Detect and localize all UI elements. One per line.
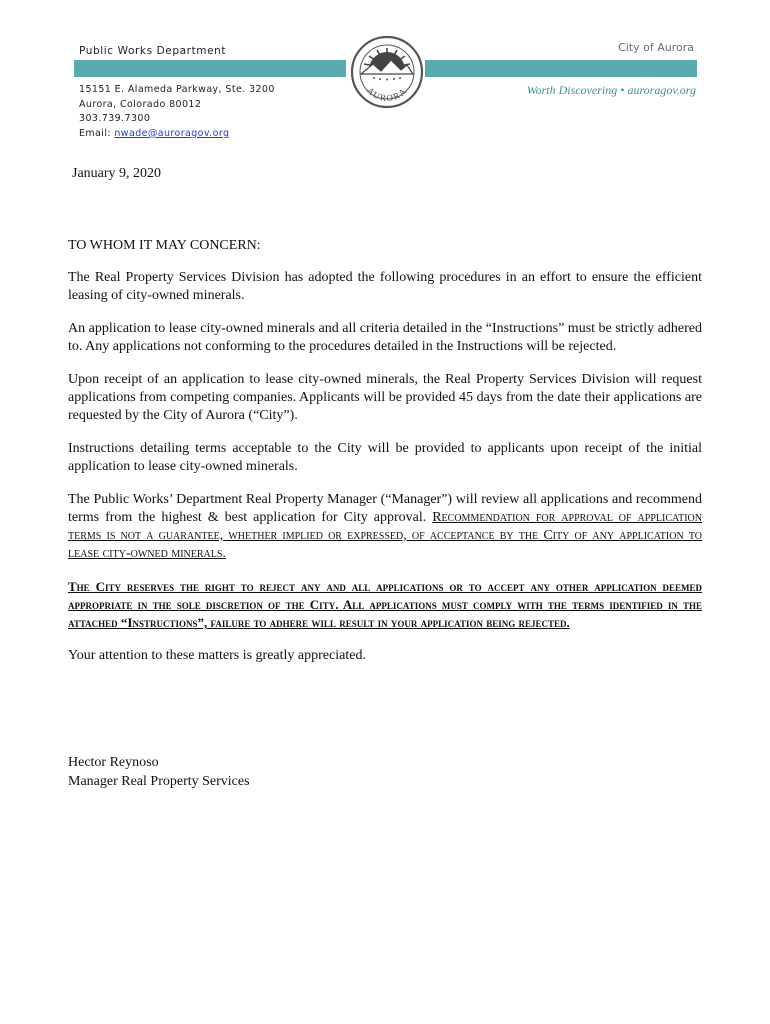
aurora-seal-logo bbox=[349, 34, 425, 110]
paragraph-2: An application to lease city-owned minerals and all criteria detailed in the “Instructions” must be strictly adhered to. Any applications not conforming to the procedures detailed in the Instructions will be rejected. bbox=[68, 321, 702, 354]
letterhead-bar-left bbox=[74, 60, 346, 77]
salutation: TO WHOM IT MAY CONCERN: bbox=[68, 238, 261, 253]
signer-name: Hector Reynoso bbox=[68, 755, 159, 770]
paragraph-1: The Real Property Services Division has adopted the following procedures in an effort to ensure the efficient leasing of city-owned minerals. bbox=[68, 270, 702, 303]
paragraph-5-text: The Public Works’ Department Real Property Manager (“Manager”) will review all applications and recommend terms from the highest & best application for City approval. bbox=[68, 492, 702, 525]
email-link[interactable]: nwade@auroragov.org bbox=[114, 127, 230, 139]
tagline: Worth Discovering • auroragov.org bbox=[526, 83, 696, 97]
paragraph-5 bbox=[68, 491, 702, 563]
phone-number: 303.739.7300 bbox=[79, 113, 151, 125]
letter-body bbox=[68, 237, 702, 680]
email-line bbox=[79, 127, 275, 142]
seal-text: AURORA bbox=[365, 85, 409, 104]
paragraph-3: Upon receipt of an application to lease city-owned minerals, the Real Property Services Division will request applications from competing companies. Applicants will be provided 45 days from the date their applications are requested by the City of Aurora (“City”). bbox=[68, 372, 702, 423]
signer-title: Manager Real Property Services bbox=[68, 774, 250, 789]
department-name: Public Works Department bbox=[79, 45, 227, 57]
recommendation-disclaimer: Recommendation for approval of application terms is not a guarantee, whether implied or expressed, of acceptance by the City of any application to lease city-owned minerals. bbox=[68, 510, 702, 561]
closing-line: Your attention to these matters is greatly appreciated. bbox=[68, 648, 366, 663]
paragraph-4: Instructions detailing terms acceptable to the City will be provided to applicants upon receipt of the initial application to lease city-owned minerals. bbox=[68, 441, 702, 474]
email-label: Email: bbox=[79, 127, 111, 139]
letterhead-address-block bbox=[79, 83, 275, 141]
letterhead-bar-right bbox=[425, 60, 697, 77]
letter-date: January 9, 2020 bbox=[72, 166, 162, 181]
signature-block bbox=[68, 753, 250, 791]
city-name: City of Aurora bbox=[618, 41, 694, 54]
rejection-notice: The City reserves the right to reject any and all applications or to accept any other application deemed appropriate in the sole discretion of the City. All applications must comply with the terms identified in the attached “Instructions”, failure to adhere will result in your application being rejected. bbox=[68, 579, 702, 630]
address-line-1: 15151 E. Alameda Parkway, Ste. 3200 bbox=[79, 84, 275, 95]
address-line-2: Aurora, Colorado 80012 bbox=[79, 98, 202, 110]
